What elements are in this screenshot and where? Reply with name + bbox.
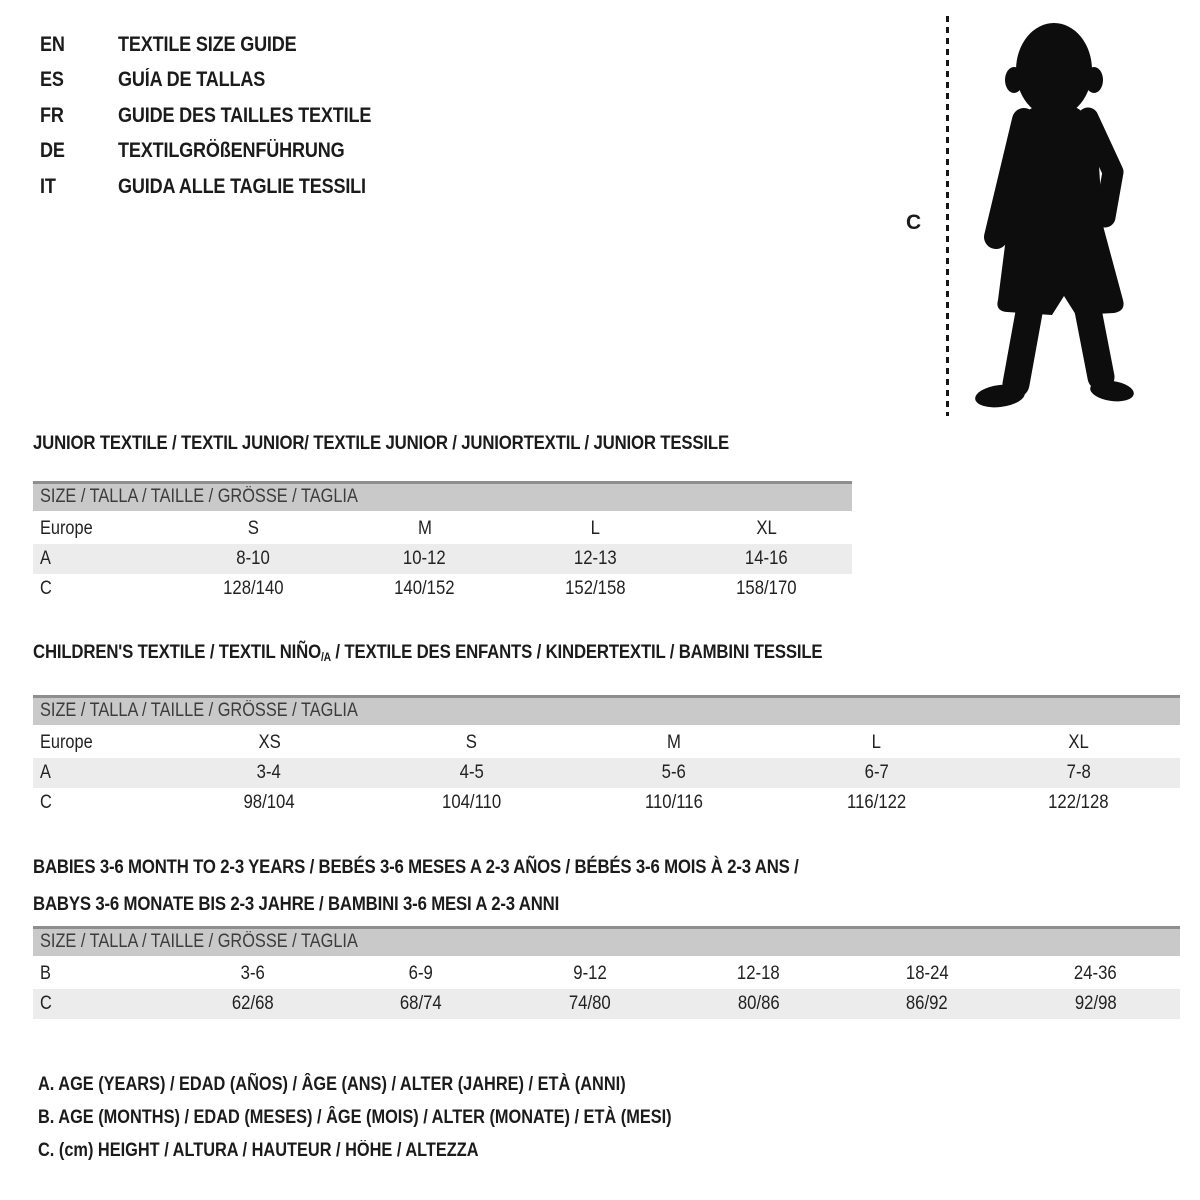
age-cell-text: 3-4 xyxy=(257,762,282,783)
row-label xyxy=(33,514,168,544)
toddler-silhouette-icon xyxy=(962,12,1142,416)
height-cell-text: 122/128 xyxy=(1048,792,1110,813)
language-label: GUIDA ALLE TAGLIE TESSILI xyxy=(118,174,366,198)
size-cell xyxy=(370,728,572,758)
row-label xyxy=(33,959,168,989)
legend-age-years xyxy=(38,1068,775,1101)
language-row-en xyxy=(40,27,412,63)
age-cell xyxy=(337,959,506,989)
height-cell xyxy=(978,788,1180,818)
row-label xyxy=(33,758,168,788)
height-cell xyxy=(168,788,370,818)
language-code xyxy=(40,139,118,163)
language-label: TEXTILGRÖßENFÜHRUNG xyxy=(118,139,345,163)
row-label xyxy=(33,544,168,574)
size-cell-text: M xyxy=(417,518,432,539)
age-cell xyxy=(168,544,339,574)
age-cell xyxy=(775,758,977,788)
size-cell-text: L xyxy=(871,732,882,753)
age-cell xyxy=(168,959,337,989)
junior-table-section xyxy=(33,432,852,604)
table-row-height xyxy=(33,989,1180,1019)
language-label: GUIDE DES TAILLES TEXTILE xyxy=(118,103,372,127)
legend-height-cm xyxy=(38,1134,775,1167)
age-cell-text: 14-16 xyxy=(745,548,788,569)
age-cell-text: 5-6 xyxy=(661,762,687,783)
table-row-height xyxy=(33,574,852,604)
height-cell xyxy=(674,989,843,1019)
age-cell-text: 12-18 xyxy=(736,963,780,984)
size-cell-text: XL xyxy=(756,518,777,539)
children-table-title xyxy=(33,641,1180,668)
language-code-text: EN xyxy=(40,32,65,56)
legend-age-months-text: B. AGE (MONTHS) / EDAD (MESES) / ÂGE (MOIS) / ALTER (MONATE) / ETÀ (MESI) xyxy=(38,1107,672,1128)
language-code-text: IT xyxy=(40,174,56,198)
row-label xyxy=(33,574,168,604)
row-label-text: A xyxy=(40,762,51,783)
height-cell-text: 104/110 xyxy=(441,792,502,813)
row-label-text: C xyxy=(40,993,52,1014)
age-cell xyxy=(370,758,572,788)
height-cell-text: 80/86 xyxy=(737,993,780,1014)
height-cell xyxy=(168,989,337,1019)
language-row-fr xyxy=(40,98,412,134)
children-title-sub: /A xyxy=(320,650,331,664)
age-cell-text: 10-12 xyxy=(403,548,446,569)
table-row-age-months xyxy=(33,959,1180,989)
height-cell xyxy=(168,574,339,604)
children-table-title-text xyxy=(33,641,822,668)
age-cell-text: 4-5 xyxy=(459,762,484,783)
row-label xyxy=(33,728,168,758)
age-cell xyxy=(339,544,510,574)
row-label-text: C xyxy=(40,578,52,599)
height-cell xyxy=(339,574,510,604)
height-cell xyxy=(1011,989,1180,1019)
size-cell xyxy=(573,728,775,758)
babies-size-header-bar xyxy=(33,926,1180,956)
size-cell xyxy=(339,514,510,544)
language-title-block xyxy=(40,27,412,205)
age-cell xyxy=(674,959,843,989)
age-cell-text: 8-10 xyxy=(236,548,271,569)
row-label xyxy=(33,989,168,1019)
age-cell xyxy=(681,544,852,574)
babies-table-title xyxy=(33,849,1180,922)
language-label: TEXTILE SIZE GUIDE xyxy=(118,32,297,56)
height-cell-text: 140/152 xyxy=(394,578,455,599)
row-label-text: B xyxy=(40,963,51,984)
size-cell xyxy=(168,728,370,758)
height-cell-text: 116/122 xyxy=(846,792,906,813)
age-cell-text: 24-36 xyxy=(1074,963,1118,984)
children-title-prefix: CHILDREN'S TEXTILE / TEXTIL NIÑO xyxy=(33,641,321,663)
age-cell-text: 9-12 xyxy=(572,963,607,984)
size-header-text: SIZE / TALLA / TAILLE / GRÖSSE / TAGLIA xyxy=(40,486,358,507)
language-code xyxy=(40,33,118,57)
language-code-text: ES xyxy=(40,68,64,92)
height-cell xyxy=(843,989,1012,1019)
age-cell-text: 6-9 xyxy=(408,963,434,984)
size-cell xyxy=(681,514,852,544)
height-cell xyxy=(681,574,852,604)
table-row-height xyxy=(33,788,1180,818)
height-cell-text: 110/116 xyxy=(644,792,703,813)
row-label-text: C xyxy=(40,792,52,813)
size-header-text: SIZE / TALLA / TAILLE / GRÖSSE / TAGLIA xyxy=(40,931,358,952)
height-cell xyxy=(370,788,572,818)
table-row-europe xyxy=(33,514,852,544)
size-cell-text: XS xyxy=(258,732,281,753)
height-cell xyxy=(510,574,681,604)
height-cell xyxy=(775,788,977,818)
language-code xyxy=(40,104,118,128)
size-cell xyxy=(168,514,339,544)
height-cell-text: 128/140 xyxy=(223,578,284,599)
age-cell xyxy=(978,758,1180,788)
age-cell xyxy=(1011,959,1180,989)
age-cell-text: 7-8 xyxy=(1066,762,1091,783)
age-cell-text: 18-24 xyxy=(905,963,949,984)
legend-height-cm-text: C. (cm) HEIGHT / ALTURA / HAUTEUR / HÖHE / ALTEZZA xyxy=(38,1140,479,1161)
size-header-text: SIZE / TALLA / TAILLE / GRÖSSE / TAGLIA xyxy=(40,700,358,721)
size-cell-text: M xyxy=(667,732,681,753)
language-code xyxy=(40,175,118,199)
age-cell xyxy=(573,758,775,788)
height-measure-label: C xyxy=(906,211,922,234)
size-cell-text: S xyxy=(466,732,478,753)
height-cell-text: 158/170 xyxy=(736,578,797,599)
height-cell-text: 68/74 xyxy=(400,993,442,1014)
language-code-text: FR xyxy=(40,103,64,127)
age-cell xyxy=(168,758,370,788)
language-row-es xyxy=(40,63,412,99)
height-cell-text: 74/80 xyxy=(568,993,611,1014)
language-label: GUÍA DE TALLAS xyxy=(118,68,266,92)
height-cell-text: 86/92 xyxy=(906,993,948,1014)
age-cell-text: 12-13 xyxy=(574,548,617,569)
size-cell-text: XL xyxy=(1068,732,1090,753)
row-label xyxy=(33,788,168,818)
language-code xyxy=(40,68,118,92)
height-cell xyxy=(505,989,674,1019)
babies-title-line2: BABYS 3-6 MONATE BIS 2-3 JAHRE / BAMBINI 3-6 MESI A 2-3 ANNI xyxy=(33,892,560,915)
height-cell xyxy=(337,989,506,1019)
height-cell-text: 98/104 xyxy=(243,792,295,813)
babies-title-line1: BABIES 3-6 MONTH TO 2-3 YEARS / BEBÉS 3-6 MESES A 2-3 AÑOS / BÉBÉS 3-6 MOIS À 2-3 ANS / xyxy=(33,856,799,878)
size-cell xyxy=(510,514,681,544)
language-code-text: DE xyxy=(40,139,65,163)
age-cell xyxy=(843,959,1012,989)
height-cell-text: 92/98 xyxy=(1074,993,1117,1014)
children-title-suffix: / TEXTILE DES ENFANTS / KINDERTEXTIL / BAMBINI TESSILE xyxy=(330,641,823,663)
legend-age-years-text: A. AGE (YEARS) / EDAD (AÑOS) / ÂGE (ANS) / ALTER (JAHRE) / ETÀ (ANNI) xyxy=(38,1074,626,1095)
babies-table-section xyxy=(33,849,1180,1019)
language-row-it xyxy=(40,169,412,205)
row-label-text: Europe xyxy=(40,732,93,753)
age-cell-text: 3-6 xyxy=(240,963,265,984)
junior-size-header-bar xyxy=(33,481,852,511)
table-row-age xyxy=(33,758,1180,788)
row-label-text: Europe xyxy=(40,518,93,539)
legend-age-months xyxy=(38,1101,775,1134)
row-label-text: A xyxy=(40,548,51,569)
measurement-legend xyxy=(38,1068,775,1167)
children-size-header-bar xyxy=(33,695,1180,725)
height-cell-text: 62/68 xyxy=(231,993,274,1014)
age-cell xyxy=(510,544,681,574)
height-cell-text: 152/158 xyxy=(565,578,626,599)
height-measure-line xyxy=(946,16,949,416)
table-row-europe xyxy=(33,728,1180,758)
age-cell-text: 6-7 xyxy=(864,762,889,783)
junior-table-title-text: JUNIOR TEXTILE / TEXTIL JUNIOR/ TEXTILE JUNIOR / JUNIORTEXTIL / JUNIOR TESSILE xyxy=(33,432,729,454)
size-cell-text: S xyxy=(247,518,260,539)
size-cell-text: L xyxy=(590,518,601,539)
size-cell xyxy=(978,728,1180,758)
size-cell xyxy=(775,728,977,758)
junior-table-title xyxy=(33,432,852,454)
language-row-de xyxy=(40,134,412,170)
children-table-section xyxy=(33,641,1180,818)
table-row-age xyxy=(33,544,852,574)
age-cell xyxy=(505,959,674,989)
height-cell xyxy=(573,788,775,818)
